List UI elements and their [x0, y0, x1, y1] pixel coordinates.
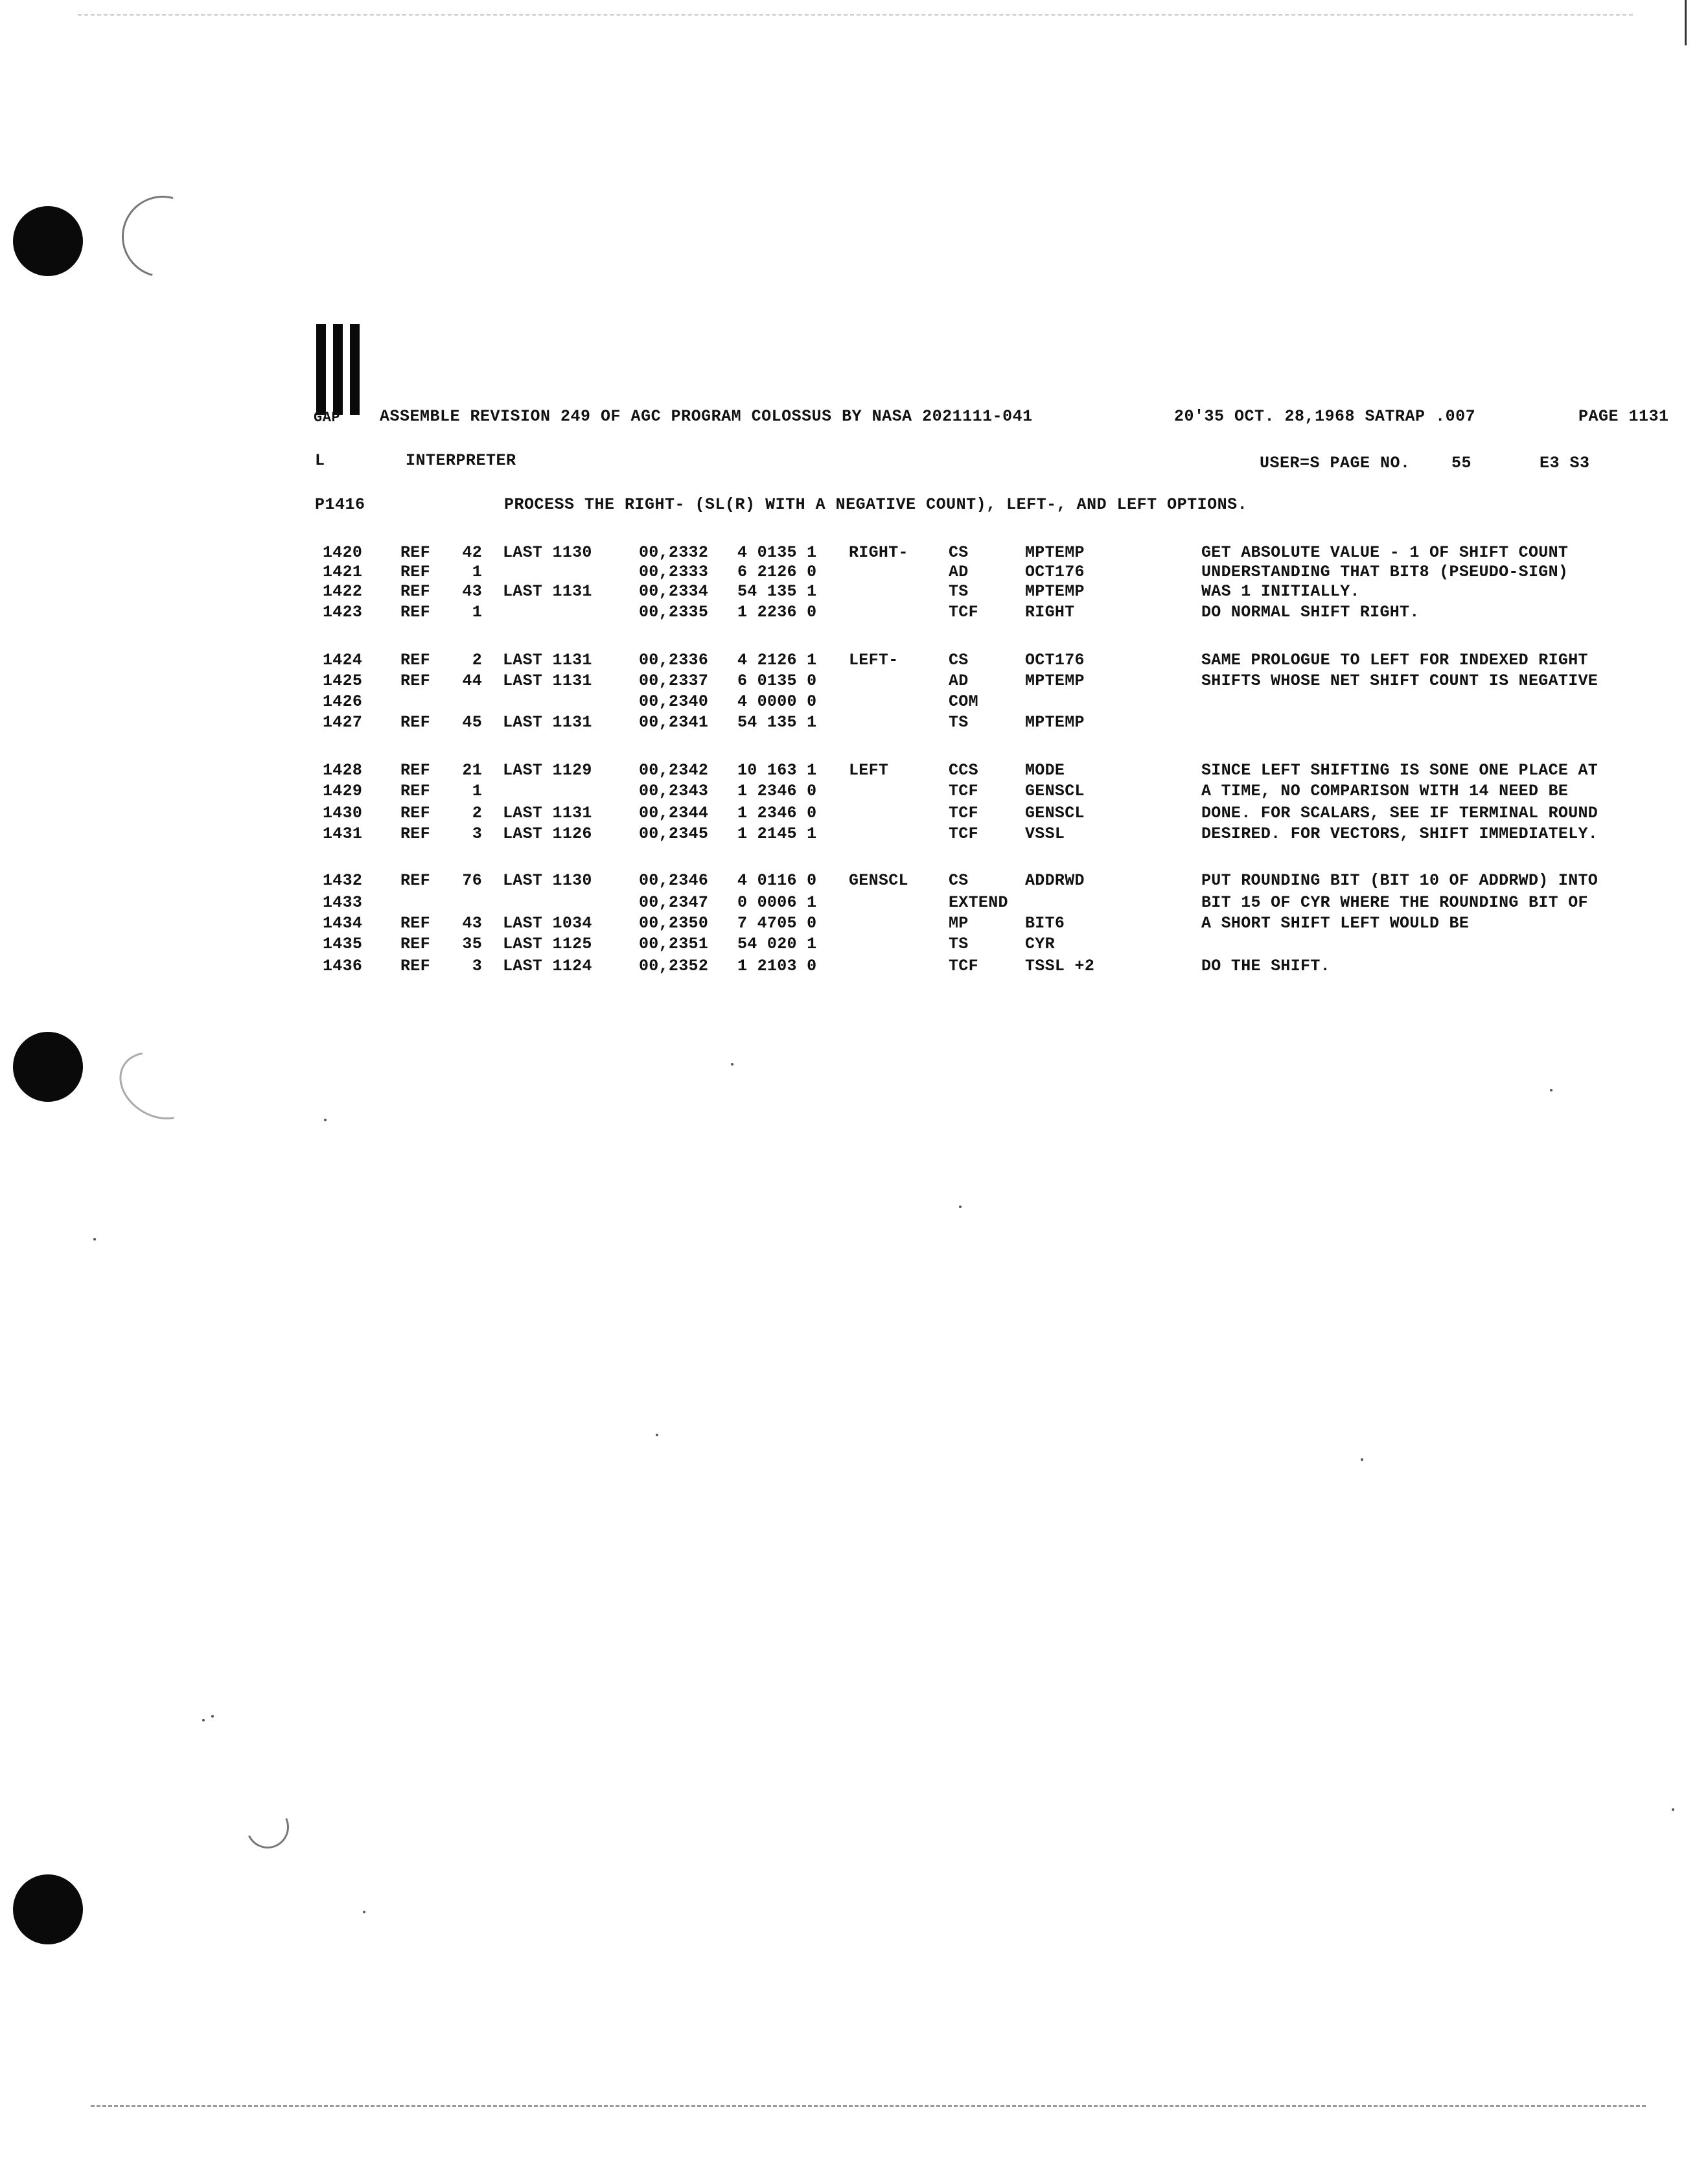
ref-marker: REF — [400, 804, 430, 822]
address: 00,2335 — [639, 603, 709, 622]
opcode: TCF — [949, 957, 978, 975]
ref-marker: REF — [400, 782, 430, 800]
assembly-title: ASSEMBLE REVISION 249 OF AGC PROGRAM COLOSSUS BY NASA 2021111-041 — [380, 407, 1033, 426]
comment: SHIFTS WHOSE NET SHIFT COUNT IS NEGATIVE — [1201, 671, 1598, 690]
ref-count: 21 — [462, 761, 482, 780]
line-number: 1435 — [323, 935, 363, 953]
address: 00,2332 — [639, 543, 709, 562]
address: 00,2350 — [639, 914, 709, 933]
ref-count: 3 — [472, 824, 482, 843]
machine-word: 1 2103 0 — [737, 957, 817, 975]
comment: DESIRED. FOR VECTORS, SHIFT IMMEDIATELY. — [1201, 824, 1598, 843]
machine-word: 1 2346 0 — [737, 782, 817, 800]
punch-hole — [13, 206, 83, 276]
opcode: EXTEND — [949, 893, 1008, 912]
ref-marker: REF — [400, 761, 430, 780]
opcode: TS — [949, 713, 969, 732]
listing-letter: L — [315, 451, 325, 470]
opcode: AD — [949, 563, 969, 581]
listing-row — [0, 824, 1708, 846]
listing-row — [0, 563, 1708, 585]
punch-hole — [13, 1032, 83, 1102]
last-ref: LAST 1125 — [503, 935, 592, 953]
opcode: MP — [949, 914, 969, 933]
address: 00,2333 — [639, 563, 709, 581]
address: 00,2346 — [639, 871, 709, 890]
machine-word: 54 135 1 — [737, 713, 817, 732]
line-number: 1433 — [323, 893, 363, 912]
opcode: AD — [949, 671, 969, 690]
operand: MPTEMP — [1025, 582, 1085, 601]
ref-count: 76 — [462, 871, 482, 890]
ref-count: 43 — [462, 914, 482, 933]
symbol-label: GENSCL — [849, 871, 908, 890]
operand: MODE — [1025, 761, 1065, 780]
line-number: 1431 — [323, 824, 363, 843]
section-id: P1416 — [315, 495, 365, 514]
address: 00,2334 — [639, 582, 709, 601]
operand: VSSL — [1025, 824, 1065, 843]
comment: A TIME, NO COMPARISON WITH 14 NEED BE — [1201, 782, 1569, 800]
section-title: PROCESS THE RIGHT- (SL(R) WITH A NEGATIVE COUNT), LEFT-, AND LEFT OPTIONS. — [504, 495, 1248, 514]
opcode: COM — [949, 692, 978, 711]
ref-count: 2 — [472, 804, 482, 822]
symbol-label: LEFT- — [849, 651, 899, 670]
machine-word: 54 020 1 — [737, 935, 817, 953]
operand: GENSCL — [1025, 782, 1085, 800]
listing-row — [0, 713, 1708, 735]
ref-marker: REF — [400, 957, 430, 975]
last-ref: LAST 1131 — [503, 804, 592, 822]
ref-marker: REF — [400, 582, 430, 601]
punch-hole — [13, 1874, 83, 1944]
machine-word: 1 2145 1 — [737, 824, 817, 843]
address: 00,2336 — [639, 651, 709, 670]
listing-row — [0, 957, 1708, 979]
operand: ADDRWD — [1025, 871, 1085, 890]
line-number: 1424 — [323, 651, 363, 670]
machine-word: 4 0135 1 — [737, 543, 817, 562]
punch-hole-outline — [107, 181, 218, 292]
opcode: CS — [949, 543, 969, 562]
corner-mark: GAP — [314, 410, 341, 426]
comment: PUT ROUNDING BIT (BIT 10 OF ADDRWD) INTO — [1201, 871, 1598, 890]
operand: GENSCL — [1025, 804, 1085, 822]
line-number: 1430 — [323, 804, 363, 822]
ref-marker: REF — [400, 543, 430, 562]
listing-row — [0, 871, 1708, 893]
machine-word: 54 135 1 — [737, 582, 817, 601]
opcode: CCS — [949, 761, 978, 780]
last-ref: LAST 1124 — [503, 957, 592, 975]
line-number: 1428 — [323, 761, 363, 780]
line-number: 1422 — [323, 582, 363, 601]
listing-row — [0, 651, 1708, 673]
printer-bar-mark — [316, 324, 362, 415]
ref-count: 2 — [472, 651, 482, 670]
last-ref: LAST 1126 — [503, 824, 592, 843]
ref-marker: REF — [400, 563, 430, 581]
line-number: 1432 — [323, 871, 363, 890]
last-ref: LAST 1129 — [503, 761, 592, 780]
opcode: TCF — [949, 603, 978, 622]
last-ref: LAST 1131 — [503, 651, 592, 670]
address: 00,2352 — [639, 957, 709, 975]
page-bottom-edge — [91, 2105, 1646, 2107]
listing-row — [0, 935, 1708, 957]
machine-word: 6 0135 0 — [737, 671, 817, 690]
line-number: 1420 — [323, 543, 363, 562]
line-number: 1426 — [323, 692, 363, 711]
machine-word: 7 4705 0 — [737, 914, 817, 933]
ref-count: 43 — [462, 582, 482, 601]
address: 00,2347 — [639, 893, 709, 912]
listing-row — [0, 603, 1708, 625]
address: 00,2340 — [639, 692, 709, 711]
listing-row — [0, 914, 1708, 936]
punch-hole-outline — [107, 1038, 209, 1133]
ref-count: 45 — [462, 713, 482, 732]
comment: GET ABSOLUTE VALUE - 1 OF SHIFT COUNT — [1201, 543, 1569, 562]
address: 00,2337 — [639, 671, 709, 690]
e-code: E3 S3 — [1540, 454, 1590, 472]
address: 00,2342 — [639, 761, 709, 780]
user-page-label: USER=S PAGE NO. — [1260, 454, 1411, 472]
ref-count: 42 — [462, 543, 482, 562]
machine-word: 4 0116 0 — [737, 871, 817, 890]
assembly-timestamp: 20'35 OCT. 28,1968 SATRAP .007 — [1174, 407, 1476, 426]
last-ref: LAST 1131 — [503, 671, 592, 690]
last-ref: LAST 1130 — [503, 543, 592, 562]
comment: BIT 15 OF CYR WHERE THE ROUNDING BIT OF — [1201, 893, 1588, 912]
operand: CYR — [1025, 935, 1055, 953]
last-ref: LAST 1034 — [503, 914, 592, 933]
opcode: CS — [949, 871, 969, 890]
ref-count: 3 — [472, 957, 482, 975]
operand: OCT176 — [1025, 563, 1085, 581]
operand: MPTEMP — [1025, 713, 1085, 732]
ref-marker: REF — [400, 671, 430, 690]
line-number: 1436 — [323, 957, 363, 975]
operand: TSSL +2 — [1025, 957, 1095, 975]
listing-row — [0, 761, 1708, 783]
opcode: TS — [949, 582, 969, 601]
last-ref: LAST 1130 — [503, 871, 592, 890]
comment: SINCE LEFT SHIFTING IS SONE ONE PLACE AT — [1201, 761, 1598, 780]
listing-row — [0, 782, 1708, 804]
operand: BIT6 — [1025, 914, 1065, 933]
symbol-label: LEFT — [849, 761, 889, 780]
address: 00,2343 — [639, 782, 709, 800]
ref-count: 35 — [462, 935, 482, 953]
ref-marker: REF — [400, 871, 430, 890]
symbol-label: RIGHT- — [849, 543, 908, 562]
page-top-edge — [78, 14, 1633, 16]
ref-count: 44 — [462, 671, 482, 690]
ref-marker: REF — [400, 651, 430, 670]
machine-word: 10 163 1 — [737, 761, 817, 780]
opcode: TCF — [949, 804, 978, 822]
address: 00,2341 — [639, 713, 709, 732]
ref-marker: REF — [400, 914, 430, 933]
machine-word: 4 2126 1 — [737, 651, 817, 670]
comment: DO NORMAL SHIFT RIGHT. — [1201, 603, 1420, 622]
comment: DO THE SHIFT. — [1201, 957, 1330, 975]
opcode: TCF — [949, 824, 978, 843]
ref-count: 1 — [472, 563, 482, 581]
opcode: TCF — [949, 782, 978, 800]
comment: SAME PROLOGUE TO LEFT FOR INDEXED RIGHT — [1201, 651, 1588, 670]
ref-count: 1 — [472, 603, 482, 622]
listing-row — [0, 582, 1708, 604]
address: 00,2344 — [639, 804, 709, 822]
line-number: 1421 — [323, 563, 363, 581]
listing-row — [0, 692, 1708, 714]
line-number: 1423 — [323, 603, 363, 622]
listing-row — [0, 543, 1708, 565]
line-number: 1434 — [323, 914, 363, 933]
ref-count: 1 — [472, 782, 482, 800]
line-number: 1429 — [323, 782, 363, 800]
ref-marker: REF — [400, 713, 430, 732]
listing-row — [0, 804, 1708, 826]
operand: MPTEMP — [1025, 543, 1085, 562]
listing-row — [0, 671, 1708, 694]
comment: DONE. FOR SCALARS, SEE IF TERMINAL ROUND — [1201, 804, 1598, 822]
page-number: PAGE 1131 — [1578, 407, 1669, 426]
scan-mark — [240, 1800, 295, 1855]
last-ref: LAST 1131 — [503, 582, 592, 601]
operand: OCT176 — [1025, 651, 1085, 670]
machine-word: 1 2236 0 — [737, 603, 817, 622]
ref-marker: REF — [400, 603, 430, 622]
line-number: 1425 — [323, 671, 363, 690]
last-ref: LAST 1131 — [503, 713, 592, 732]
section-name: INTERPRETER — [406, 451, 516, 470]
comment: UNDERSTANDING THAT BIT8 (PSEUDO-SIGN) — [1201, 563, 1569, 581]
machine-word: 6 2126 0 — [737, 563, 817, 581]
page-right-edge — [1685, 0, 1687, 45]
operand: RIGHT — [1025, 603, 1075, 622]
machine-word: 4 0000 0 — [737, 692, 817, 711]
operand: MPTEMP — [1025, 671, 1085, 690]
comment: A SHORT SHIFT LEFT WOULD BE — [1201, 914, 1470, 933]
opcode: CS — [949, 651, 969, 670]
listing-row — [0, 893, 1708, 915]
ref-marker: REF — [400, 824, 430, 843]
ref-marker: REF — [400, 935, 430, 953]
user-page-number: 55 — [1451, 454, 1472, 472]
address: 00,2345 — [639, 824, 709, 843]
line-number: 1427 — [323, 713, 363, 732]
machine-word: 0 0006 1 — [737, 893, 817, 912]
comment: WAS 1 INITIALLY. — [1201, 582, 1360, 601]
opcode: TS — [949, 935, 969, 953]
address: 00,2351 — [639, 935, 709, 953]
machine-word: 1 2346 0 — [737, 804, 817, 822]
